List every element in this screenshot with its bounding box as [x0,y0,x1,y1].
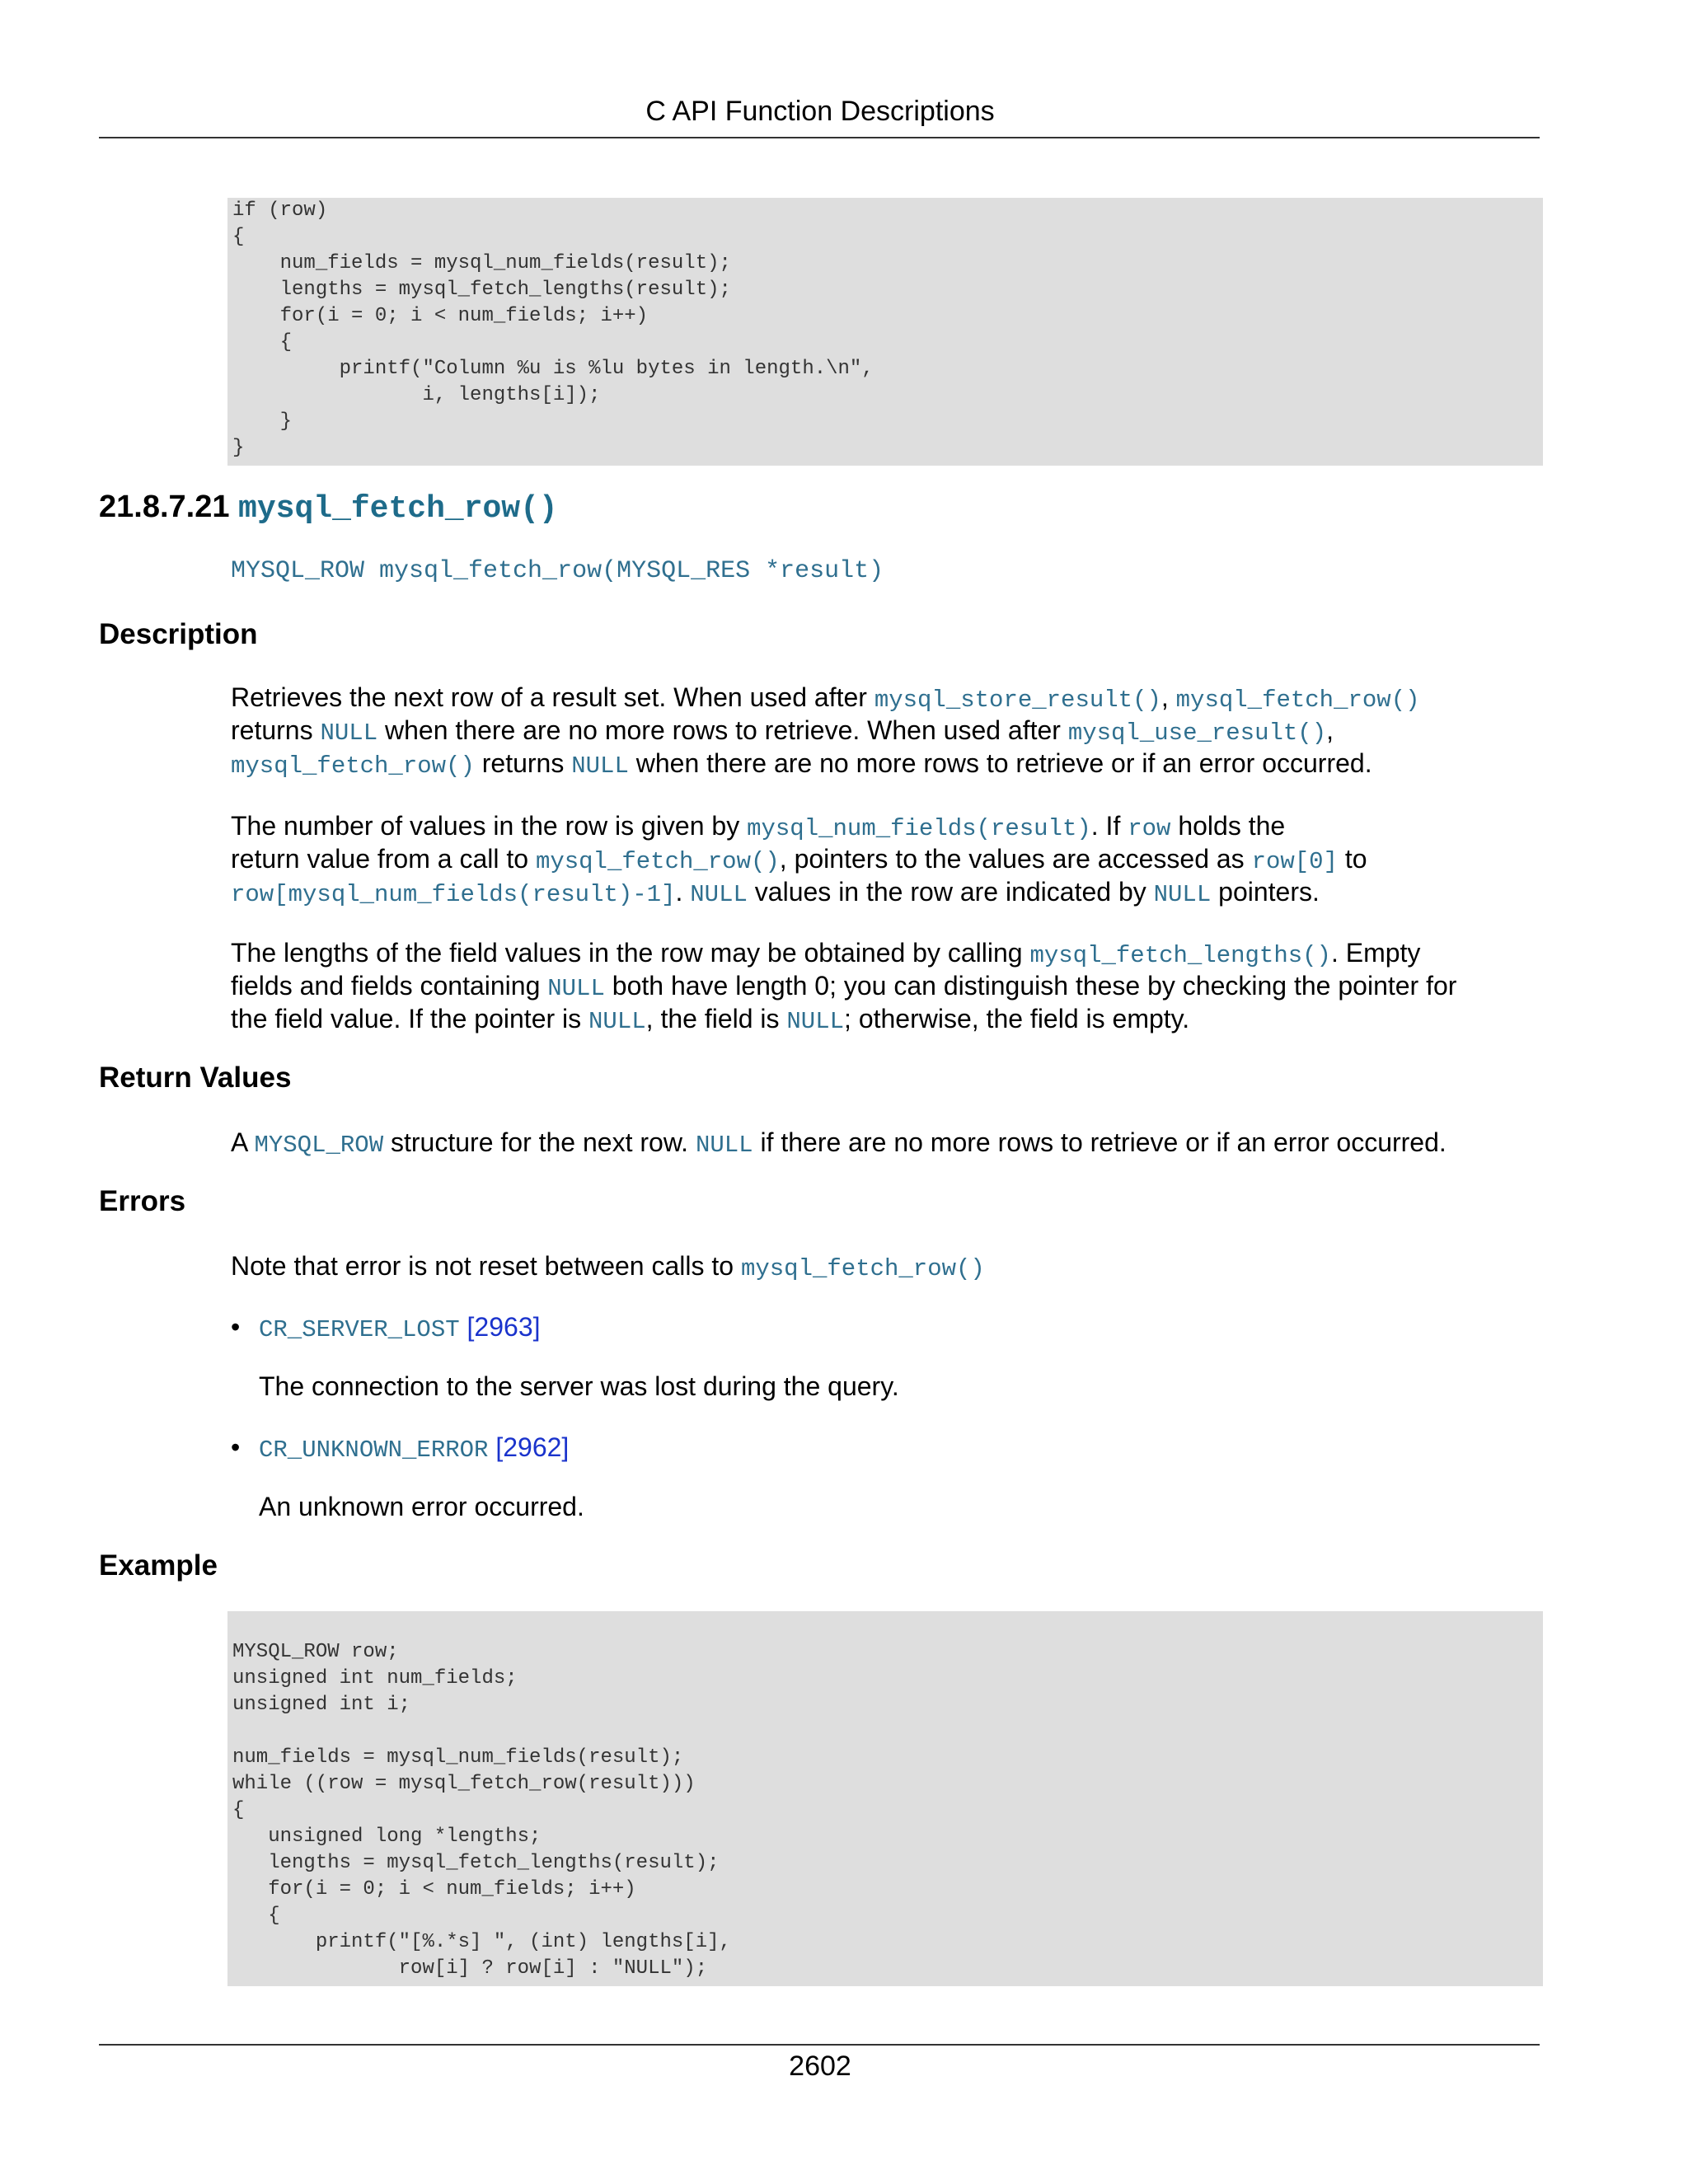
code-line: printf("[%.*s] ", (int) lengths[i], [232,1931,731,1953]
text: . Empty [1330,938,1421,968]
code-line: lengths = mysql_fetch_lengths(result); [232,279,731,301]
code-line: while ((row = mysql_fetch_row(result))) [232,1773,696,1795]
text: The number of values in the row is given by [231,811,748,841]
text: to [1337,844,1367,874]
text: . If [1090,811,1128,841]
code-ref: mysql_fetch_lengths() [1029,942,1331,969]
code-ref: row [1128,815,1171,842]
errors-intro [231,1249,1550,1282]
code-line: for(i = 0; i < num_fields; i++) [232,1878,636,1900]
error-code: CR_UNKNOWN_ERROR [259,1436,489,1464]
description-paragraph-1 [231,681,1550,780]
section-heading [99,490,558,527]
code-line: num_fields = mysql_num_fields(result); [232,252,731,274]
running-header: C API Function Descriptions [645,96,995,127]
text: A [231,1127,255,1157]
example-heading: Example [99,1549,218,1582]
text: ; otherwise, the field is empty. [844,1004,1190,1033]
text: Note that error is not reset between calls to [231,1251,741,1281]
text: structure for the next row. [383,1127,696,1157]
code-ref: mysql_num_fields(result) [747,815,1091,842]
code-ref: mysql_fetch_row() [1175,687,1420,714]
text: return value from a call to [231,844,536,874]
code-line: if (row) [232,199,328,222]
section-function-name: mysql_fetch_row() [238,491,558,527]
text: . [675,877,691,907]
code-line: MYSQL_ROW row; [232,1641,399,1663]
text: values in the row are indicated by [747,877,1154,907]
text: pointers. [1211,877,1320,907]
code-line: for(i = 0; i < num_fields; i++) [232,305,649,327]
error-code-link[interactable]: [2963] [467,1312,541,1342]
code-ref: NULL [1153,881,1212,908]
text: Retrieves the next row of a result set. When used after [231,682,874,712]
text: The lengths of the field values in the row may be obtained by calling [231,938,1030,968]
code-line: } [232,437,245,459]
code-line: { [232,1799,245,1821]
text: if there are no more rows to retrieve or if an error occurred. [753,1127,1447,1157]
error-description: An unknown error occurred. [259,1492,584,1521]
text: , [1160,682,1176,712]
bullet-icon: • [231,1312,241,1342]
code-ref: row[mysql_num_fields(result)-1] [231,881,676,908]
text: fields and fields containing [231,971,548,1001]
code-ref: NULL [588,1008,646,1035]
text: , pointers to the values are accessed as [779,844,1252,874]
code-block-top-content [232,198,1543,462]
code-ref: mysql_fetch_row() [535,848,780,875]
description-heading: Description [99,618,258,650]
return-values-paragraph [231,1126,1550,1159]
code-line: { [232,1905,280,1927]
code-line: printf("Column %u is %lu bytes in length.\n", [232,358,874,380]
description-paragraph-2 [231,809,1550,908]
code-line: lengths = mysql_fetch_lengths(result); [232,1852,720,1874]
description-paragraph-3 [231,936,1550,1035]
text: returns [231,715,321,745]
code-ref: mysql_fetch_row() [740,1255,985,1282]
code-line: } [232,410,293,433]
code-line: unsigned int i; [232,1694,411,1716]
function-signature: MYSQL_ROW mysql_fetch_row(MYSQL_RES *result) [231,557,884,585]
footer-divider [99,2044,1540,2046]
text: , [1326,715,1334,745]
text: when there are no more rows to retrieve. When used after [377,715,1068,745]
code-block-top [227,198,1543,466]
text: both have length 0; you can distinguish these by checking the pointer for [604,971,1457,1001]
code-line: { [232,331,293,354]
code-ref: mysql_fetch_row() [231,752,475,780]
code-line: unsigned long *lengths; [232,1825,542,1848]
error-list-item [231,1310,541,1347]
errors-heading: Errors [99,1185,186,1217]
code-line: { [232,226,245,248]
text: returns [474,748,572,778]
code-ref: mysql_store_result() [874,687,1161,714]
bullet-icon: • [231,1432,241,1462]
text: holds the [1170,811,1286,841]
text: when there are no more rows to retrieve or if an error occurred. [628,748,1372,778]
code-ref: row[0] [1251,848,1338,875]
error-list-item [231,1431,569,1467]
code-ref: mysql_use_result() [1067,719,1327,747]
code-line: unsigned int num_fields; [232,1667,518,1690]
section-number: 21.8.7.21 [99,490,230,524]
error-description: The connection to the server was lost during the query. [259,1371,899,1401]
header-divider [99,137,1540,138]
code-ref: MYSQL_ROW [254,1132,384,1159]
code-line: num_fields = mysql_num_fields(result); [232,1746,684,1769]
code-ref: NULL [695,1132,753,1159]
page-number: 2602 [789,2050,851,2082]
text: the field value. If the pointer is [231,1004,589,1033]
code-ref: NULL [547,975,605,1002]
code-ref: NULL [786,1008,845,1035]
code-ref: NULL [690,881,748,908]
code-ref: NULL [571,752,629,780]
text: , the field is [645,1004,787,1033]
code-block-example-content [232,1639,1543,1982]
error-code: CR_SERVER_LOST [259,1316,460,1343]
code-ref: NULL [320,719,378,747]
error-code-link[interactable]: [2962] [495,1432,570,1462]
code-block-example [227,1611,1543,1986]
code-line: row[i] ? row[i] : "NULL"); [232,1957,708,1980]
code-line: i, lengths[i]); [232,384,601,406]
return-values-heading: Return Values [99,1062,292,1094]
